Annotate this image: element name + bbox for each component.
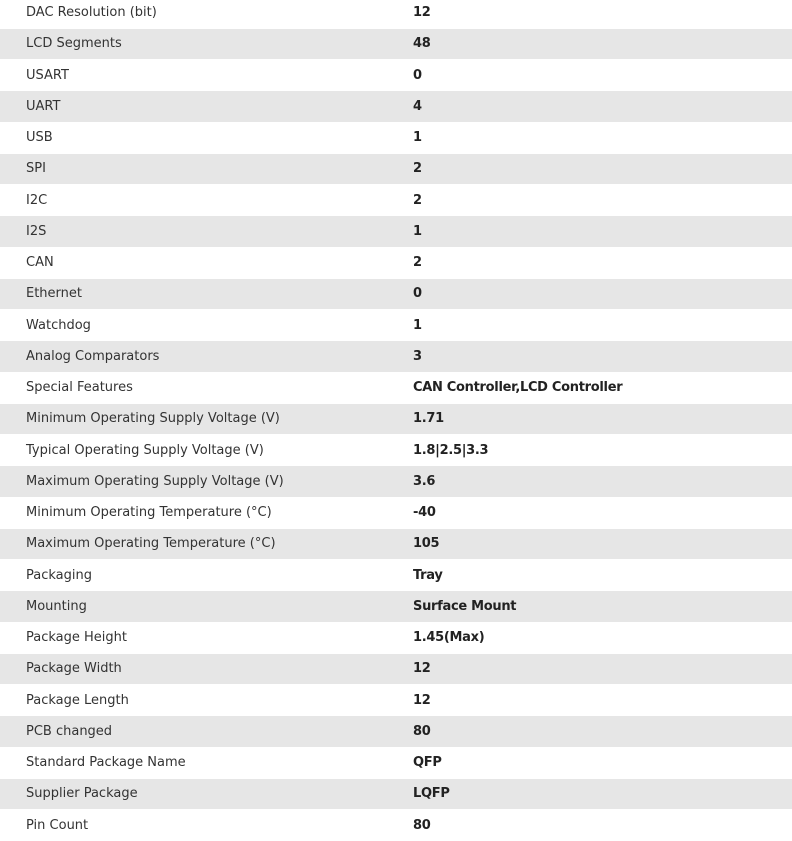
table-row — [0, 622, 792, 653]
spec-value: Tray — [413, 560, 792, 591]
table-row — [0, 341, 792, 372]
spec-value: 1.8|2.5|3.3 — [413, 435, 792, 466]
spec-name: Package Length — [0, 685, 413, 716]
table-row — [0, 747, 792, 778]
spec-value: QFP — [413, 747, 792, 778]
spec-name: Typical Operating Supply Voltage (V) — [0, 435, 413, 466]
spec-value: 1 — [413, 216, 792, 247]
table-row — [0, 497, 792, 528]
table-row — [0, 122, 792, 153]
spec-name: Minimum Operating Supply Voltage (V) — [0, 403, 413, 434]
spec-name: Package Height — [0, 622, 413, 653]
table-row — [0, 685, 792, 716]
spec-value: 1 — [413, 310, 792, 341]
spec-name: Package Width — [0, 653, 413, 684]
spec-value: 4 — [413, 91, 792, 122]
spec-name: USB — [0, 122, 413, 153]
spec-name: Standard Package Name — [0, 747, 413, 778]
spec-value: 3 — [413, 341, 792, 372]
spec-name: Pin Count — [0, 810, 413, 841]
table-row — [0, 91, 792, 122]
spec-value: 2 — [413, 153, 792, 184]
spec-name: Mounting — [0, 591, 413, 622]
spec-value: 1.71 — [413, 403, 792, 434]
table-row — [0, 716, 792, 747]
spec-name: Special Features — [0, 372, 413, 403]
spec-value: 2 — [413, 247, 792, 278]
table-row — [0, 466, 792, 497]
spec-value: -40 — [413, 497, 792, 528]
table-row — [0, 0, 792, 28]
table-row — [0, 372, 792, 403]
table-row — [0, 528, 792, 559]
spec-name: I2C — [0, 185, 413, 216]
spec-name: Packaging — [0, 560, 413, 591]
spec-value: 80 — [413, 810, 792, 841]
table-row — [0, 28, 792, 59]
spec-value: 105 — [413, 528, 792, 559]
spec-name: Watchdog — [0, 310, 413, 341]
spec-value: 0 — [413, 278, 792, 309]
table-row — [0, 403, 792, 434]
table-row — [0, 435, 792, 466]
spec-name: Maximum Operating Supply Voltage (V) — [0, 466, 413, 497]
table-row — [0, 810, 792, 841]
spec-name: SPI — [0, 153, 413, 184]
spec-value: 1.45(Max) — [413, 622, 792, 653]
spec-value: 12 — [413, 0, 792, 28]
spec-value: LQFP — [413, 778, 792, 809]
spec-name: Minimum Operating Temperature (°C) — [0, 497, 413, 528]
table-row — [0, 247, 792, 278]
table-row — [0, 185, 792, 216]
spec-value: 12 — [413, 653, 792, 684]
spec-value: CAN Controller,LCD Controller — [413, 372, 792, 403]
table-row — [0, 560, 792, 591]
spec-value: 2 — [413, 185, 792, 216]
spec-name: Supplier Package — [0, 778, 413, 809]
table-row — [0, 310, 792, 341]
spec-name: I2S — [0, 216, 413, 247]
spec-name: PCB changed — [0, 716, 413, 747]
table-row — [0, 653, 792, 684]
table-row — [0, 778, 792, 809]
table-row — [0, 153, 792, 184]
spec-name: DAC Resolution (bit) — [0, 0, 413, 28]
spec-name: UART — [0, 91, 413, 122]
spec-value: 0 — [413, 60, 792, 91]
spec-value: 1 — [413, 122, 792, 153]
spec-value: Surface Mount — [413, 591, 792, 622]
spec-name: Analog Comparators — [0, 341, 413, 372]
table-row — [0, 278, 792, 309]
table-row — [0, 60, 792, 91]
table-row — [0, 591, 792, 622]
spec-name: CAN — [0, 247, 413, 278]
spec-value: 80 — [413, 716, 792, 747]
spec-value: 48 — [413, 28, 792, 59]
spec-name: Maximum Operating Temperature (°C) — [0, 528, 413, 559]
table-row — [0, 216, 792, 247]
spec-value: 3.6 — [413, 466, 792, 497]
spec-value: 12 — [413, 685, 792, 716]
spec-name: LCD Segments — [0, 28, 413, 59]
spec-name: Ethernet — [0, 278, 413, 309]
spec-name: USART — [0, 60, 413, 91]
